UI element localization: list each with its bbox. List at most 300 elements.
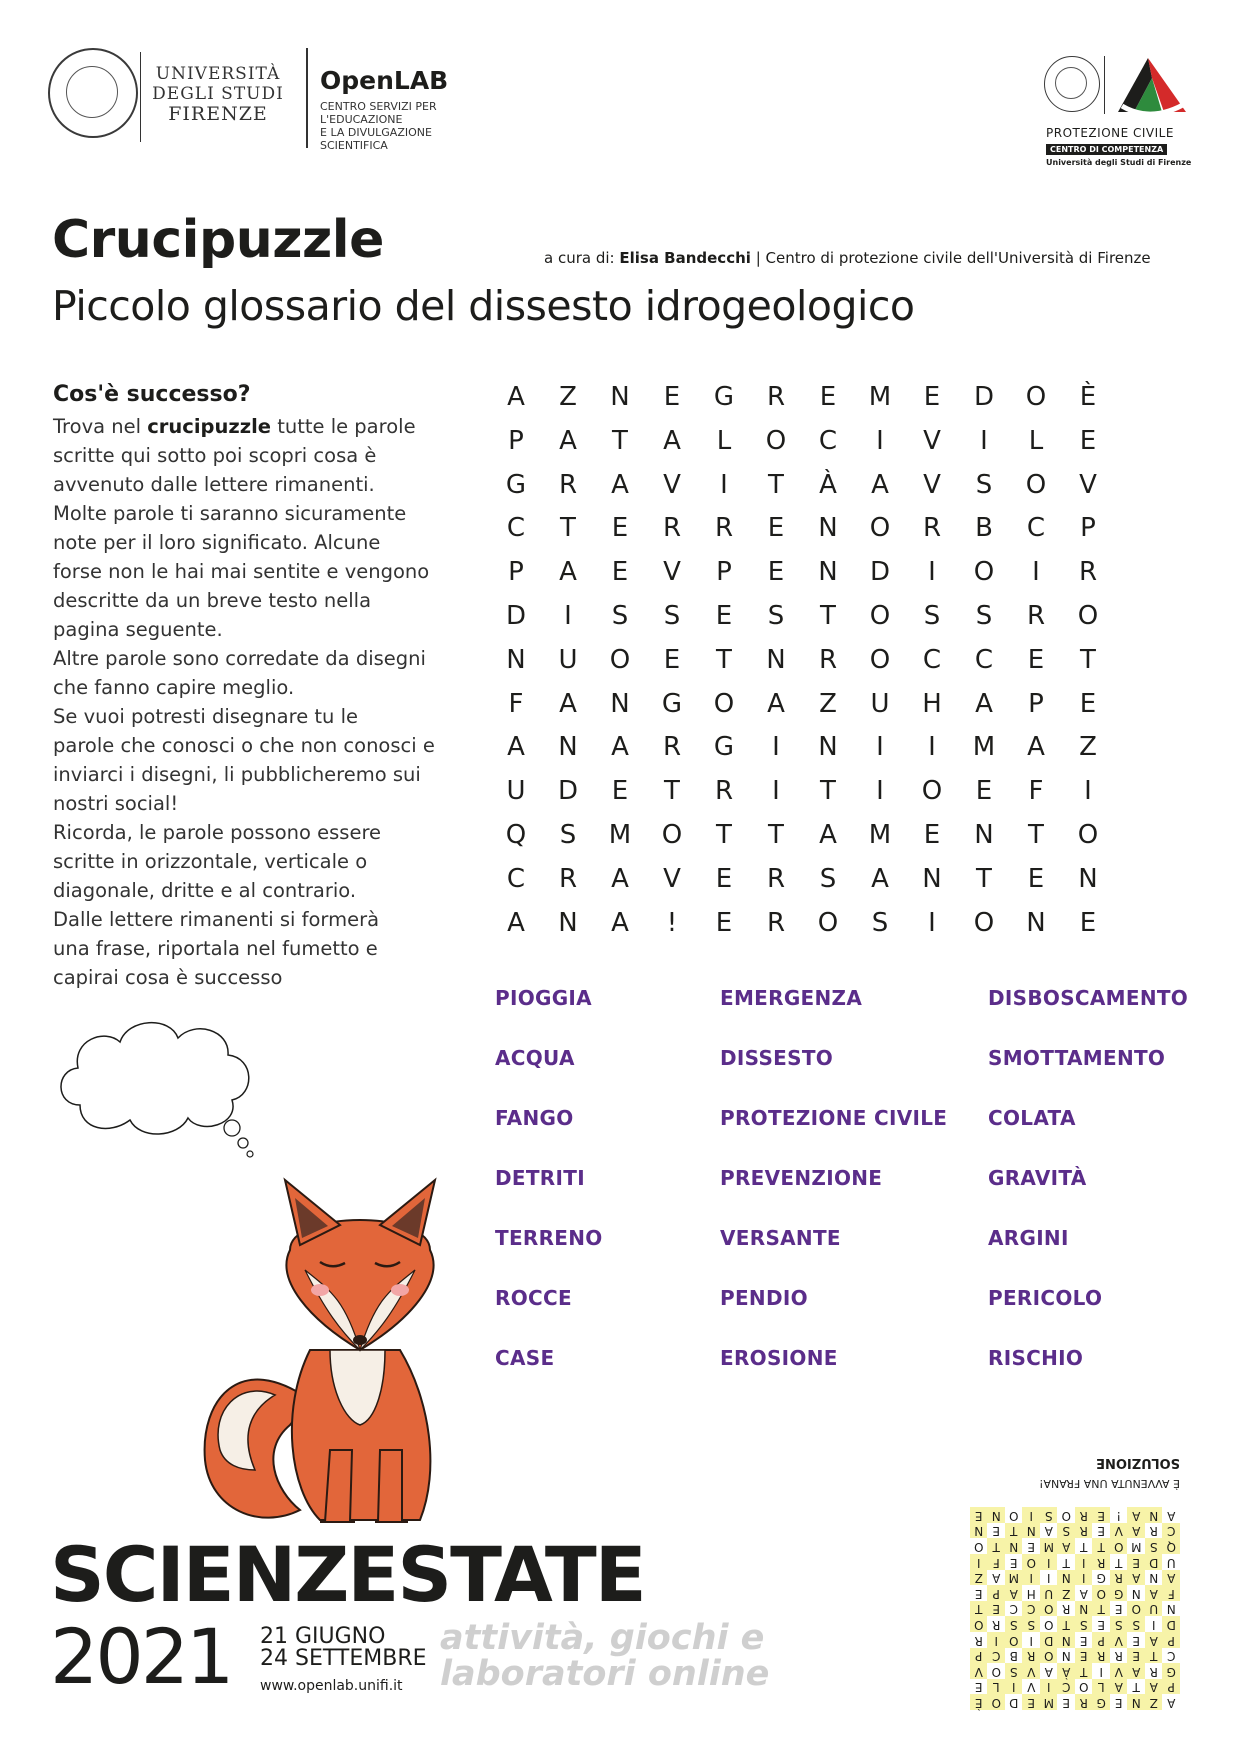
grid-cell[interactable]: A bbox=[611, 907, 629, 938]
pc-title: PROTEZIONE CIVILE bbox=[1046, 126, 1174, 140]
solution-cell: T bbox=[1145, 1648, 1163, 1664]
grid-cell[interactable]: V bbox=[663, 469, 681, 500]
grid-cell[interactable]: E bbox=[1079, 907, 1097, 938]
solution-cell: A bbox=[1128, 1570, 1146, 1586]
solution-cell: M bbox=[1131, 1540, 1142, 1555]
grid-cell[interactable]: T bbox=[820, 600, 836, 631]
solution-cell: G bbox=[1093, 1694, 1111, 1710]
solution-cell: N bbox=[1131, 1586, 1141, 1601]
solution-cell: Z bbox=[1058, 1585, 1076, 1601]
grid-cell[interactable]: A bbox=[507, 907, 525, 938]
solution-cell: R bbox=[1093, 1648, 1111, 1664]
grid-cell[interactable]: E bbox=[767, 513, 785, 544]
grid-cell[interactable]: I bbox=[1084, 776, 1092, 807]
grid-cell[interactable]: M bbox=[868, 382, 892, 412]
solution-cell: A bbox=[992, 1571, 1001, 1586]
grid-cell[interactable]: E bbox=[1079, 688, 1097, 719]
grid-cell[interactable]: T bbox=[1028, 819, 1044, 850]
grid-cell[interactable]: H bbox=[922, 688, 942, 719]
grid-cell[interactable]: O bbox=[661, 819, 683, 850]
grid-cell[interactable]: P bbox=[716, 557, 732, 588]
solution-cell: L bbox=[988, 1679, 1006, 1695]
grid-cell[interactable]: A bbox=[559, 557, 577, 588]
protezione-civile-triangle-icon bbox=[1112, 54, 1192, 118]
solution-cell: U bbox=[1166, 1555, 1176, 1570]
grid-cell[interactable]: C bbox=[506, 513, 526, 544]
grid-cell[interactable]: S bbox=[819, 863, 837, 894]
grid-cell[interactable]: R bbox=[1026, 600, 1046, 631]
grid-cell[interactable]: O bbox=[817, 907, 839, 938]
grid-cell[interactable]: O bbox=[869, 600, 891, 631]
solution-cell: E bbox=[1093, 1507, 1111, 1523]
grid-cell[interactable]: I bbox=[876, 776, 884, 807]
solution-cell: G bbox=[1110, 1585, 1128, 1601]
grid-cell[interactable]: E bbox=[1027, 863, 1045, 894]
word-list-item: COLATA bbox=[988, 1106, 1076, 1130]
solution-cell: C bbox=[1163, 1523, 1181, 1539]
grid-cell[interactable]: D bbox=[973, 382, 995, 412]
grid-cell[interactable]: O bbox=[765, 425, 787, 456]
grid-cell[interactable]: O bbox=[973, 907, 995, 938]
solution-cell: O bbox=[970, 1616, 988, 1632]
grid-cell[interactable]: À bbox=[819, 469, 837, 500]
grid-cell[interactable]: A bbox=[871, 469, 889, 500]
solution-phrase: È AVVENUTA UNA FRANA! bbox=[1039, 1477, 1180, 1490]
solution-cell: T bbox=[1093, 1538, 1111, 1554]
solution-cell: F bbox=[988, 1554, 1006, 1570]
solution-cell: P bbox=[1163, 1679, 1181, 1695]
solution-cell: O bbox=[1093, 1585, 1111, 1601]
word-list-item: RISCHIO bbox=[988, 1346, 1084, 1370]
grid-cell[interactable]: A bbox=[611, 863, 629, 894]
grid-cell[interactable]: S bbox=[975, 600, 993, 631]
page-title: Crucipuzzle bbox=[52, 210, 384, 270]
word-list-item: PROTEZIONE CIVILE bbox=[720, 1106, 948, 1130]
grid-cell[interactable]: E bbox=[715, 863, 733, 894]
word-list-item: CASE bbox=[495, 1346, 555, 1370]
grid-cell[interactable]: V bbox=[663, 863, 681, 894]
solution-row bbox=[940, 1570, 1180, 1586]
solution-cell: D bbox=[1009, 1696, 1019, 1710]
grid-cell[interactable]: E bbox=[1079, 425, 1097, 456]
solution-cell: R bbox=[1149, 1664, 1158, 1679]
event-url[interactable]: www.openlab.unifi.it bbox=[260, 1678, 403, 1694]
pc-university: Università degli Studi di Firenze bbox=[1046, 158, 1192, 167]
solution-cell: N bbox=[1145, 1507, 1163, 1523]
grid-cell[interactable]: S bbox=[871, 907, 889, 938]
solution-cell: U bbox=[1040, 1585, 1058, 1601]
solution-cell: O bbox=[1040, 1648, 1058, 1664]
grid-cell[interactable]: I bbox=[876, 732, 884, 763]
grid-cell[interactable]: Q bbox=[505, 819, 527, 850]
grid-cell[interactable]: E bbox=[819, 382, 837, 412]
solution-grid bbox=[940, 1422, 1180, 1710]
grid-cell[interactable]: N bbox=[558, 732, 578, 763]
grid-cell[interactable]: A bbox=[507, 732, 525, 763]
solution-cell: N bbox=[1166, 1602, 1176, 1617]
grid-cell[interactable]: M bbox=[608, 819, 632, 850]
grid-cell[interactable]: S bbox=[923, 600, 941, 631]
grid-cell[interactable]: O bbox=[973, 557, 995, 588]
grid-cell[interactable]: E bbox=[923, 382, 941, 412]
grid-cell[interactable]: E bbox=[663, 382, 681, 412]
grid-cell[interactable]: S bbox=[767, 600, 785, 631]
solution-cell: À bbox=[1058, 1663, 1076, 1679]
grid-cell[interactable]: P bbox=[508, 557, 524, 588]
grid-cell[interactable]: M bbox=[972, 732, 996, 763]
grid-cell[interactable]: N bbox=[974, 819, 994, 850]
grid-cell[interactable]: D bbox=[557, 776, 579, 807]
grid-cell[interactable]: N bbox=[610, 382, 630, 412]
solution-cell: I bbox=[970, 1554, 988, 1570]
grid-cell[interactable]: N bbox=[818, 557, 838, 588]
solution-cell: S bbox=[1005, 1663, 1023, 1679]
solution-cell: R bbox=[1075, 1694, 1093, 1710]
grid-cell[interactable]: E bbox=[611, 513, 629, 544]
grid-cell[interactable]: F bbox=[1028, 776, 1044, 807]
solution-cell: N bbox=[1023, 1523, 1041, 1539]
solution-cell: E bbox=[1097, 1524, 1106, 1539]
grid-cell[interactable]: N bbox=[558, 907, 578, 938]
solution-cell: C bbox=[1009, 1602, 1018, 1617]
solution-cell: S bbox=[1005, 1616, 1023, 1632]
grid-cell[interactable]: I bbox=[772, 776, 780, 807]
grid-cell[interactable]: C bbox=[818, 425, 838, 456]
grid-cell[interactable]: O bbox=[869, 644, 891, 675]
grid-cell[interactable]: S bbox=[975, 469, 993, 500]
solution-cell: T bbox=[1132, 1680, 1140, 1695]
grid-cell[interactable]: N bbox=[818, 513, 838, 544]
grid-cell[interactable]: T bbox=[560, 513, 576, 544]
word-list-item: DISBOSCAMENTO bbox=[988, 986, 1189, 1010]
solution-cell: S bbox=[1128, 1616, 1146, 1632]
solution-cell: I bbox=[1075, 1554, 1093, 1570]
grid-cell[interactable]: E bbox=[1027, 644, 1045, 675]
grid-cell[interactable]: G bbox=[713, 732, 735, 763]
solution-row bbox=[940, 1585, 1180, 1601]
grid-cell[interactable]: M bbox=[868, 819, 892, 850]
grid-cell[interactable]: O bbox=[609, 644, 631, 675]
grid-cell[interactable]: N bbox=[766, 644, 786, 675]
grid-cell[interactable]: N bbox=[1026, 907, 1046, 938]
grid-cell[interactable]: E bbox=[715, 600, 733, 631]
solution-cell: E bbox=[1023, 1694, 1041, 1710]
solution-cell: P bbox=[1093, 1632, 1111, 1648]
grid-cell[interactable]: B bbox=[975, 513, 993, 544]
solution-cell: R bbox=[1149, 1524, 1158, 1539]
solution-cell: N bbox=[1005, 1538, 1023, 1554]
solution-cell: A bbox=[1145, 1585, 1163, 1601]
grid-cell[interactable]: I bbox=[928, 557, 936, 588]
grid-cell[interactable]: I bbox=[720, 469, 728, 500]
grid-cell[interactable]: T bbox=[664, 776, 680, 807]
grid-cell[interactable]: D bbox=[505, 600, 527, 631]
solution-cell: T bbox=[1115, 1555, 1123, 1570]
solution-cell: ! bbox=[1116, 1508, 1122, 1523]
solution-row bbox=[940, 1663, 1180, 1679]
solution-cell: D bbox=[1040, 1632, 1058, 1648]
openlab-subtitle: CENTRO SERVIZI PER L'EDUCAZIONE E LA DIVULGAZIONE SCIENTIFICA bbox=[320, 100, 437, 152]
solution-cell: O bbox=[1040, 1601, 1058, 1617]
grid-cell[interactable]: S bbox=[663, 600, 681, 631]
grid-cell[interactable]: R bbox=[766, 907, 786, 938]
grid-cell[interactable]: F bbox=[508, 688, 524, 719]
word-list-item: EROSIONE bbox=[720, 1346, 838, 1370]
solution-cell: A bbox=[1145, 1632, 1163, 1648]
grid-cell[interactable]: R bbox=[818, 644, 838, 675]
grid-cell[interactable]: I bbox=[928, 907, 936, 938]
grid-cell[interactable]: T bbox=[1080, 644, 1096, 675]
word-list-item: GRAVITÀ bbox=[988, 1166, 1087, 1190]
solution-cell: C bbox=[988, 1648, 1006, 1664]
grid-cell[interactable]: R bbox=[662, 732, 682, 763]
solution-cell: E bbox=[1009, 1555, 1018, 1570]
grid-cell[interactable]: R bbox=[558, 469, 578, 500]
solution-cell: U bbox=[1145, 1601, 1163, 1617]
pc-competence-band: CENTRO DI COMPETENZA bbox=[1046, 144, 1167, 155]
word-list-item: DETRITI bbox=[495, 1166, 585, 1190]
grid-cell[interactable]: U bbox=[506, 776, 526, 807]
solution-cell: G bbox=[1163, 1663, 1181, 1679]
solution-cell: I bbox=[1099, 1664, 1104, 1679]
thought-bubble[interactable] bbox=[50, 1010, 260, 1160]
grid-cell[interactable]: C bbox=[506, 863, 526, 894]
solution-cell: O bbox=[1128, 1601, 1146, 1617]
grid-cell[interactable]: A bbox=[611, 469, 629, 500]
grid-cell[interactable]: G bbox=[505, 469, 527, 500]
solution-cell: S bbox=[1040, 1507, 1058, 1523]
solution-cell: I bbox=[1023, 1570, 1041, 1586]
grid-cell[interactable]: R bbox=[766, 382, 786, 412]
word-list-item: FANGO bbox=[495, 1106, 574, 1130]
solution-cell: D bbox=[1145, 1554, 1163, 1570]
grid-cell[interactable]: R bbox=[714, 513, 734, 544]
solution-cell: V bbox=[1110, 1632, 1128, 1648]
solution-cell: C bbox=[1023, 1601, 1041, 1617]
solution-cell: E bbox=[1062, 1696, 1071, 1710]
grid-cell[interactable]: A bbox=[611, 732, 629, 763]
solution-cell: N bbox=[1058, 1632, 1076, 1648]
solution-cell: C bbox=[1058, 1679, 1076, 1695]
grid-cell[interactable]: E bbox=[611, 557, 629, 588]
solution-cell: T bbox=[1058, 1616, 1076, 1632]
solution-cell: O bbox=[974, 1540, 984, 1555]
intro-body: Trova nel crucipuzzle tutte le parole scritte qui sotto poi scopri cosa è avvenuto dalle lettere rimanenti. Molte parole ti saranno sicuramente note per il loro significato. Alcune forse non le hai mai sentite e vengono descritte da un breve testo nella pagina seguente. Altre parole sono corredate da disegni che fanno capire meglio. Se vuoi potresti disegnare tu le parole che conosci o che non conosci e inviarci i disegni, li pubblicheremo sui nostri social! Ricorda, le parole possono essere scritte in orizzontale, verticale o diagonale, dritte e al contrario. Dalle lettere rimanenti si formerà una frase, riportala nel fumetto e capirai cosa è successo bbox=[53, 415, 435, 989]
event-dates: 21 GIUGNO 24 SETTEMBRE bbox=[260, 1624, 427, 1671]
grid-cell[interactable]: O bbox=[1077, 819, 1099, 850]
solution-cell: E bbox=[1114, 1602, 1123, 1617]
solution-cell: N bbox=[1128, 1694, 1146, 1710]
grid-cell[interactable]: N bbox=[922, 863, 942, 894]
solution-cell: E bbox=[974, 1586, 983, 1601]
solution-row bbox=[940, 1694, 1180, 1710]
word-list-item: SMOTTAMENTO bbox=[988, 1046, 1166, 1070]
solution-cell: Q bbox=[1163, 1538, 1181, 1554]
grid-cell[interactable]: E bbox=[923, 819, 941, 850]
grid-cell[interactable]: V bbox=[923, 425, 941, 456]
solution-cell: T bbox=[988, 1538, 1006, 1554]
grid-cell[interactable]: E bbox=[663, 644, 681, 675]
grid-cell[interactable]: T bbox=[768, 819, 784, 850]
solution-cell: M bbox=[1040, 1538, 1058, 1554]
grid-cell[interactable]: V bbox=[663, 557, 681, 588]
grid-cell[interactable]: È bbox=[1079, 382, 1097, 412]
grid-cell[interactable]: E bbox=[975, 776, 993, 807]
solution-cell: F bbox=[1163, 1585, 1181, 1601]
grid-cell[interactable]: R bbox=[1078, 557, 1098, 588]
solution-cell: M bbox=[1040, 1694, 1058, 1710]
solution-cell: O bbox=[988, 1694, 1006, 1710]
grid-cell[interactable]: N bbox=[610, 688, 630, 719]
grid-cell[interactable]: G bbox=[661, 688, 683, 719]
solution-row bbox=[940, 1538, 1180, 1554]
solution-cell: N bbox=[970, 1523, 988, 1539]
grid-cell[interactable]: I bbox=[928, 732, 936, 763]
grid-cell[interactable]: A bbox=[559, 688, 577, 719]
solution-cell: N bbox=[1061, 1649, 1071, 1664]
solution-cell: E bbox=[970, 1507, 988, 1523]
grid-cell[interactable]: I bbox=[1032, 557, 1040, 588]
grid-cell[interactable]: V bbox=[923, 469, 941, 500]
grid-cell[interactable]: O bbox=[1025, 382, 1047, 412]
grid-cell[interactable]: A bbox=[1027, 732, 1045, 763]
solution-cell: È bbox=[970, 1694, 988, 1710]
solution-cell: T bbox=[1062, 1555, 1070, 1570]
grid-cell[interactable]: L bbox=[1028, 425, 1044, 456]
grid-cell[interactable]: R bbox=[922, 513, 942, 544]
word-list-item: VERSANTE bbox=[720, 1226, 841, 1250]
solution-cell: A bbox=[1044, 1524, 1053, 1539]
credits: a cura di: Elisa Bandecchi | Centro di protezione civile dell'Università di Firenze bbox=[544, 249, 1151, 267]
solution-cell: T bbox=[1080, 1540, 1088, 1555]
grid-cell[interactable]: E bbox=[715, 907, 733, 938]
solution-cell: A bbox=[1110, 1679, 1128, 1695]
solution-row bbox=[940, 1632, 1180, 1648]
grid-cell[interactable]: V bbox=[1079, 469, 1097, 500]
grid-cell[interactable]: P bbox=[1028, 688, 1044, 719]
word-list-item: ACQUA bbox=[495, 1046, 575, 1070]
grid-cell[interactable]: C bbox=[974, 644, 994, 675]
grid-cell[interactable]: Z bbox=[559, 382, 577, 412]
grid-cell[interactable]: U bbox=[870, 688, 890, 719]
grid-cell[interactable]: T bbox=[716, 644, 732, 675]
grid-cell[interactable]: D bbox=[869, 557, 891, 588]
grid-cell[interactable]: S bbox=[611, 600, 629, 631]
solution-cell: I bbox=[1151, 1618, 1156, 1633]
solution-cell: S bbox=[1110, 1616, 1128, 1632]
grid-cell[interactable]: A bbox=[507, 382, 525, 412]
grid-cell[interactable]: A bbox=[819, 819, 837, 850]
solution-cell: I bbox=[1029, 1633, 1034, 1648]
solution-cell: O bbox=[1110, 1538, 1128, 1554]
grid-cell[interactable]: S bbox=[559, 819, 577, 850]
word-list-item: PERICOLO bbox=[988, 1286, 1103, 1310]
solution-cell: R bbox=[1110, 1570, 1128, 1586]
grid-cell[interactable]: Z bbox=[1079, 732, 1097, 763]
grid-cell[interactable]: O bbox=[869, 513, 891, 544]
grid-cell[interactable]: L bbox=[716, 425, 732, 456]
grid-cell[interactable]: R bbox=[714, 776, 734, 807]
grid-cell[interactable]: O bbox=[1025, 469, 1047, 500]
grid-cell[interactable]: A bbox=[663, 425, 681, 456]
grid-cell[interactable]: T bbox=[820, 776, 836, 807]
grid-cell[interactable]: E bbox=[611, 776, 629, 807]
grid-cell[interactable]: A bbox=[767, 688, 785, 719]
grid-cell[interactable]: T bbox=[976, 863, 992, 894]
grid-cell[interactable]: R bbox=[766, 863, 786, 894]
grid-cell[interactable]: O bbox=[713, 688, 735, 719]
solution-cell: D bbox=[1163, 1616, 1181, 1632]
grid-cell[interactable]: I bbox=[564, 600, 572, 631]
word-list-item: ARGINI bbox=[988, 1226, 1069, 1250]
solution-cell: I bbox=[1046, 1571, 1051, 1586]
grid-cell[interactable]: O bbox=[1077, 600, 1099, 631]
solution-cell: E bbox=[1079, 1633, 1088, 1648]
solution-cell: E bbox=[1128, 1648, 1146, 1664]
grid-cell[interactable]: N bbox=[506, 644, 526, 675]
solution-cell: I bbox=[1023, 1507, 1041, 1523]
grid-cell[interactable]: G bbox=[713, 382, 735, 412]
word-list-item: DISSESTO bbox=[720, 1046, 834, 1070]
grid-cell[interactable]: O bbox=[921, 776, 943, 807]
solution-cell: P bbox=[988, 1585, 1006, 1601]
solution-row bbox=[940, 1601, 1180, 1617]
protezione-civile-logo bbox=[1044, 56, 1204, 176]
grid-cell[interactable]: I bbox=[772, 732, 780, 763]
grid-cell[interactable]: I bbox=[980, 425, 988, 456]
grid-cell[interactable]: A bbox=[871, 863, 889, 894]
grid-cell[interactable]: A bbox=[975, 688, 993, 719]
solution-cell: A bbox=[1128, 1523, 1146, 1539]
grid-cell[interactable]: C bbox=[922, 644, 942, 675]
grid-cell[interactable]: ! bbox=[666, 907, 678, 938]
solution-cell: R bbox=[1062, 1602, 1071, 1617]
grid-cell[interactable]: U bbox=[558, 644, 578, 675]
grid-cell[interactable]: P bbox=[1080, 513, 1096, 544]
unifi-openlab-logo bbox=[48, 48, 488, 152]
grid-cell[interactable]: C bbox=[1026, 513, 1046, 544]
solution-cell: E bbox=[1075, 1648, 1093, 1664]
solution-row bbox=[940, 1616, 1180, 1632]
grid-cell[interactable]: E bbox=[767, 557, 785, 588]
solution-cell: I bbox=[1040, 1679, 1058, 1695]
grid-cell[interactable]: T bbox=[768, 469, 784, 500]
grid-cell[interactable]: P bbox=[508, 425, 524, 456]
grid-cell[interactable]: N bbox=[1078, 863, 1098, 894]
solution-cell: G bbox=[1096, 1571, 1106, 1586]
grid-cell[interactable]: I bbox=[876, 425, 884, 456]
solution-cell: O bbox=[1044, 1618, 1054, 1633]
grid-cell[interactable]: R bbox=[558, 863, 578, 894]
solution-cell: R bbox=[1114, 1649, 1123, 1664]
solution-cell: I bbox=[1075, 1570, 1093, 1586]
solution-cell: A bbox=[1058, 1538, 1076, 1554]
word-list-item: PIOGGIA bbox=[495, 986, 592, 1010]
solution-cell: R bbox=[992, 1618, 1001, 1633]
grid-cell[interactable]: N bbox=[818, 732, 838, 763]
solution-cell: R bbox=[1075, 1507, 1093, 1523]
solution-cell: P bbox=[970, 1648, 988, 1664]
solution-row bbox=[940, 1507, 1180, 1523]
solution-cell: N bbox=[988, 1507, 1006, 1523]
grid-cell[interactable]: T bbox=[612, 425, 628, 456]
solution-cell: V bbox=[1110, 1663, 1128, 1679]
grid-cell[interactable]: A bbox=[559, 425, 577, 456]
grid-cell[interactable]: T bbox=[716, 819, 732, 850]
solution-cell: A bbox=[1167, 1508, 1176, 1523]
grid-cell[interactable]: R bbox=[662, 513, 682, 544]
grid-cell[interactable]: Z bbox=[819, 688, 837, 719]
